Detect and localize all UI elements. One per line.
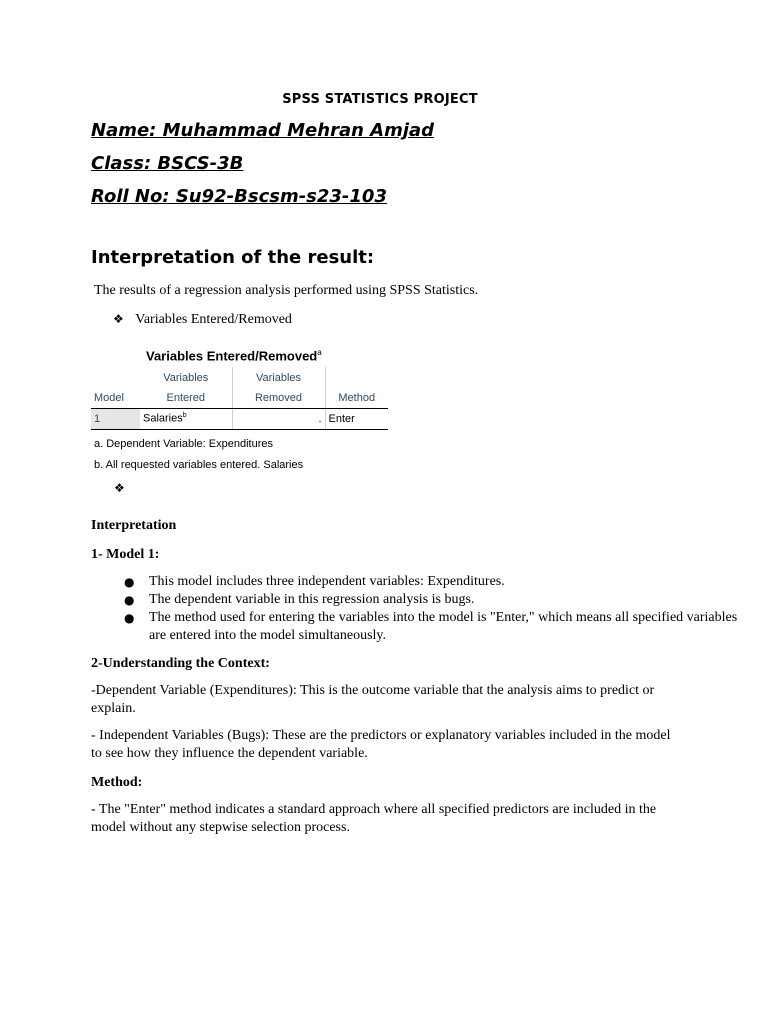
bullet-variables-entered [113, 310, 703, 329]
document-title: SPSS STATISTICS PROJECT [282, 92, 478, 107]
cell-entered [140, 408, 232, 429]
footnote-b: b. All requested variables entered. Salaries [94, 459, 304, 471]
header-removed-line1: Variables [232, 367, 325, 388]
context-independent-paragraph: - Independent Variables (Bugs): These are the predictors or explanatory variables included in the model to see how they influence the dependent variable. [91, 728, 671, 761]
spss-table-title-text: Variables Entered/Removed [146, 348, 318, 364]
student-name: Name: Muhammad Mehran Amjad [91, 120, 435, 141]
variables-entered-removed-table [91, 367, 388, 430]
bullet-text: The method used for entering the variables into the model is "Enter," which means all specified variables are entered into the model simultaneously. [149, 610, 738, 643]
cell-entered-text: Salaries [143, 412, 183, 425]
header-entered-line2: Entered [140, 388, 232, 408]
bullet-text: The dependent variable in this regression analysis is bugs. [149, 592, 475, 607]
method-paragraph: - The "Enter" method indicates a standard approach where all specified predictors are included in the model without any stepwise selection process. [91, 802, 657, 835]
header-model: Model [91, 388, 140, 408]
diamond-bullet-icon: ❖ [114, 481, 125, 495]
diamond-bullet-icon: ❖ [113, 312, 124, 326]
model-bullet-list [91, 573, 749, 645]
student-class: Class: BSCS-3B [91, 153, 244, 174]
bullet-dot-icon: ● [124, 575, 135, 589]
bullet-dot-icon: ● [124, 593, 135, 607]
section-heading: Interpretation of the result: [91, 247, 375, 268]
list-item [124, 609, 749, 645]
header-method-blank [325, 367, 388, 388]
header-method: Method [325, 388, 388, 408]
list-item [124, 573, 749, 591]
method-heading: Method: [91, 775, 143, 790]
bullet-text: This model includes three independent variables: Expenditures. [149, 574, 505, 589]
header-entered-line1: Variables [140, 367, 232, 388]
cell-method: Enter [325, 408, 388, 429]
student-roll-no: Roll No: Su92-Bscsm-s23-103 [91, 186, 387, 207]
interpretation-heading: Interpretation [91, 518, 177, 533]
header-model-blank [91, 367, 140, 388]
bullet-label: Variables Entered/Removed [135, 312, 292, 327]
spss-table-title [146, 348, 322, 363]
context-heading: 2-Understanding the Context: [91, 656, 270, 671]
footnote-a: a. Dependent Variable: Expenditures [94, 438, 273, 450]
cell-model: 1 [91, 408, 140, 429]
header-removed-line2: Removed [232, 388, 325, 408]
context-dependent-paragraph: -Dependent Variable (Expenditures): This is the outcome variable that the analysis aims to predict or explain. [91, 683, 655, 716]
cell-entered-footnote-mark: b [182, 412, 187, 420]
bullet-dot-icon: ● [124, 611, 135, 625]
model-heading: 1- Model 1: [91, 547, 160, 562]
list-item [124, 591, 749, 609]
cell-removed: . [232, 408, 325, 429]
spss-title-footnote-mark: a [317, 348, 322, 357]
intro-paragraph: The results of a regression analysis performed using SPSS Statistics. [94, 283, 479, 298]
